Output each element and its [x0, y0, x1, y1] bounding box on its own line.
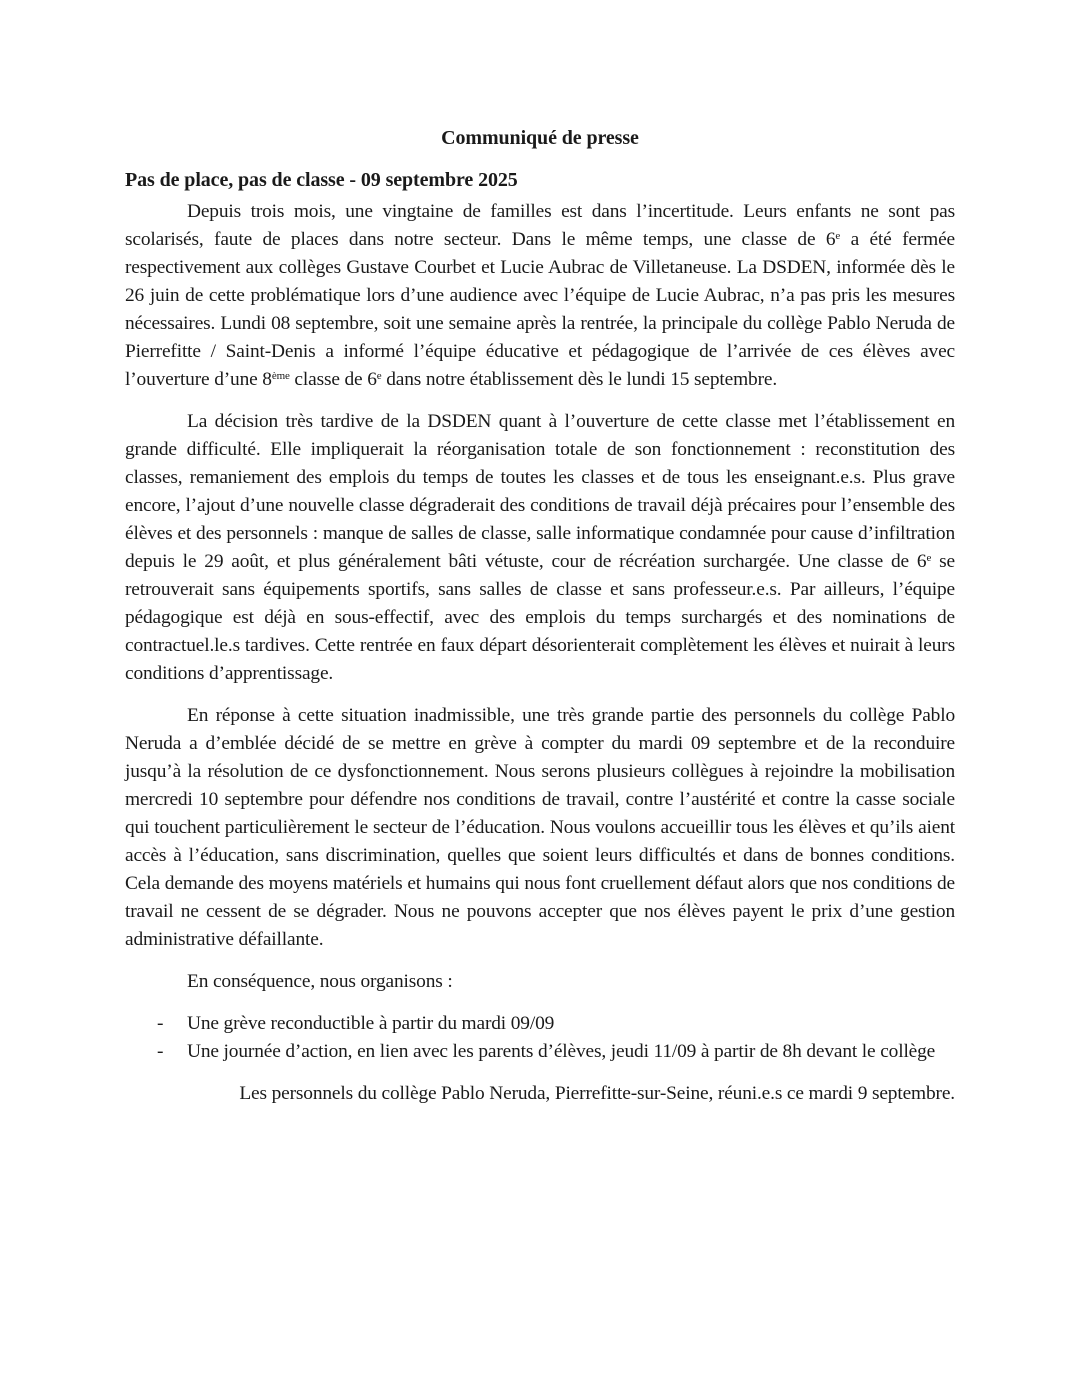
press-release-page [125, 124, 955, 1108]
document-title: Communiqué de presse [441, 127, 639, 149]
list-item-text: Une grève reconductible à partir du mardi 09/09 [187, 1013, 555, 1034]
paragraph-response [125, 702, 955, 954]
text-run: dans notre établissement dès le lundi 15 septembre. [381, 369, 778, 390]
document-subtitle: Pas de place, pas de classe - 09 septembre 2025 [125, 169, 518, 191]
list-item-text: Une journée d’action, en lien avec les parents d’élèves, jeudi 11/09 à partir de 8h devant le collège [187, 1041, 936, 1062]
signature: Les personnels du collège Pablo Neruda, Pierrefitte-sur-Seine, réuni.e.s ce mardi 9 septembre. [239, 1083, 955, 1104]
paragraph-context [125, 198, 955, 394]
actions-lead: En conséquence, nous organisons : [187, 971, 453, 992]
superscript: e [835, 229, 841, 242]
text-run: a été fermée respectivement aux collèges Gustave Courbet et Lucie Aubrac de Villetaneuse. La DSDEN, informée dès le 26 juin de cette problématique lors d’une audience avec l’équipe de Lucie Aubrac, n’a pas pris les mesures nécessaires. Lundi 08 septembre, soit une semaine après la rentrée, la principale du collège Pablo Neruda de Pierrefitte / Saint-Denis a informé l’équipe éducative et pédagogique de l’arrivée de ces élèves avec l’ouverture d’une 8 [125, 229, 955, 390]
paragraph-consequences [125, 408, 955, 688]
list-item [125, 1010, 955, 1038]
text-run: La décision très tardive de la DSDEN quant à l’ouverture de cette classe met l’établissement en grande difficulté. Elle impliquerait la réorganisation totale de son fonctionnement : reconstitution des classes, remaniement des emplois du temps de toutes les classes et de tous les enseignant.e.s. Plus grave encore, l’ajout d’une nouvelle classe dégraderait des conditions de travail déjà précaires pour l’ensemble des élèves et des personnels : manque de salles de classe, salle informatique condamnée pour cause d’infiltration depuis le 29 août, et plus généralement bâti vétuste, cour de récréation surchargée. Une classe de 6 [125, 411, 955, 572]
actions-list [125, 1010, 955, 1066]
list-item [125, 1038, 955, 1066]
superscript: e [926, 551, 932, 564]
dash-bullet-icon: - [157, 1041, 164, 1062]
superscript: ème [271, 369, 290, 382]
text-run: se retrouverait sans équipements sportifs, sans salles de classe et sans professeur.e.s. Par ailleurs, l’équipe pédagogique est déjà en sous-effectif, avec des emplois du temps surchargés et des nominations de contractuel.le.s tardives. Cette rentrée en faux départ désorienterait complètement les élèves et nuirait à leurs conditions d’apprentissage. [125, 551, 955, 684]
text-run: classe de 6 [289, 369, 377, 390]
superscript: e [376, 369, 382, 382]
text-run: Depuis trois mois, une vingtaine de familles est dans l’incertitude. Leurs enfants ne sont pas scolarisés, faute de places dans notre secteur. Dans le même temps, une classe de 6 [125, 201, 955, 250]
text-run: En réponse à cette situation inadmissible, une très grande partie des personnels du collège Pablo Neruda a d’emblée décidé de se mettre en grève à compter du mardi 09 septembre et de la reconduire jusqu’à la résolution de ce dysfonctionnement. Nous serons plusieurs collègues à rejoindre la mobilisation mercredi 10 septembre pour défendre nos conditions de travail, contre l’austérité et contre la casse sociale qui touchent particulièrement le secteur de l’éducation. Nous voulons accueillir tous les élèves et qu’ils aient accès à l’éducation, sans discrimination, quelles que soient leurs difficultés et dans de bonnes conditions. Cela demande des moyens matériels et humains qui nous font cruellement défaut alors que nos conditions de travail ne cessent de se dégrader. Nous ne pouvons accepter que nos élèves payent le prix d’une gestion administrative défaillante. [125, 705, 955, 950]
dash-bullet-icon: - [157, 1013, 164, 1034]
